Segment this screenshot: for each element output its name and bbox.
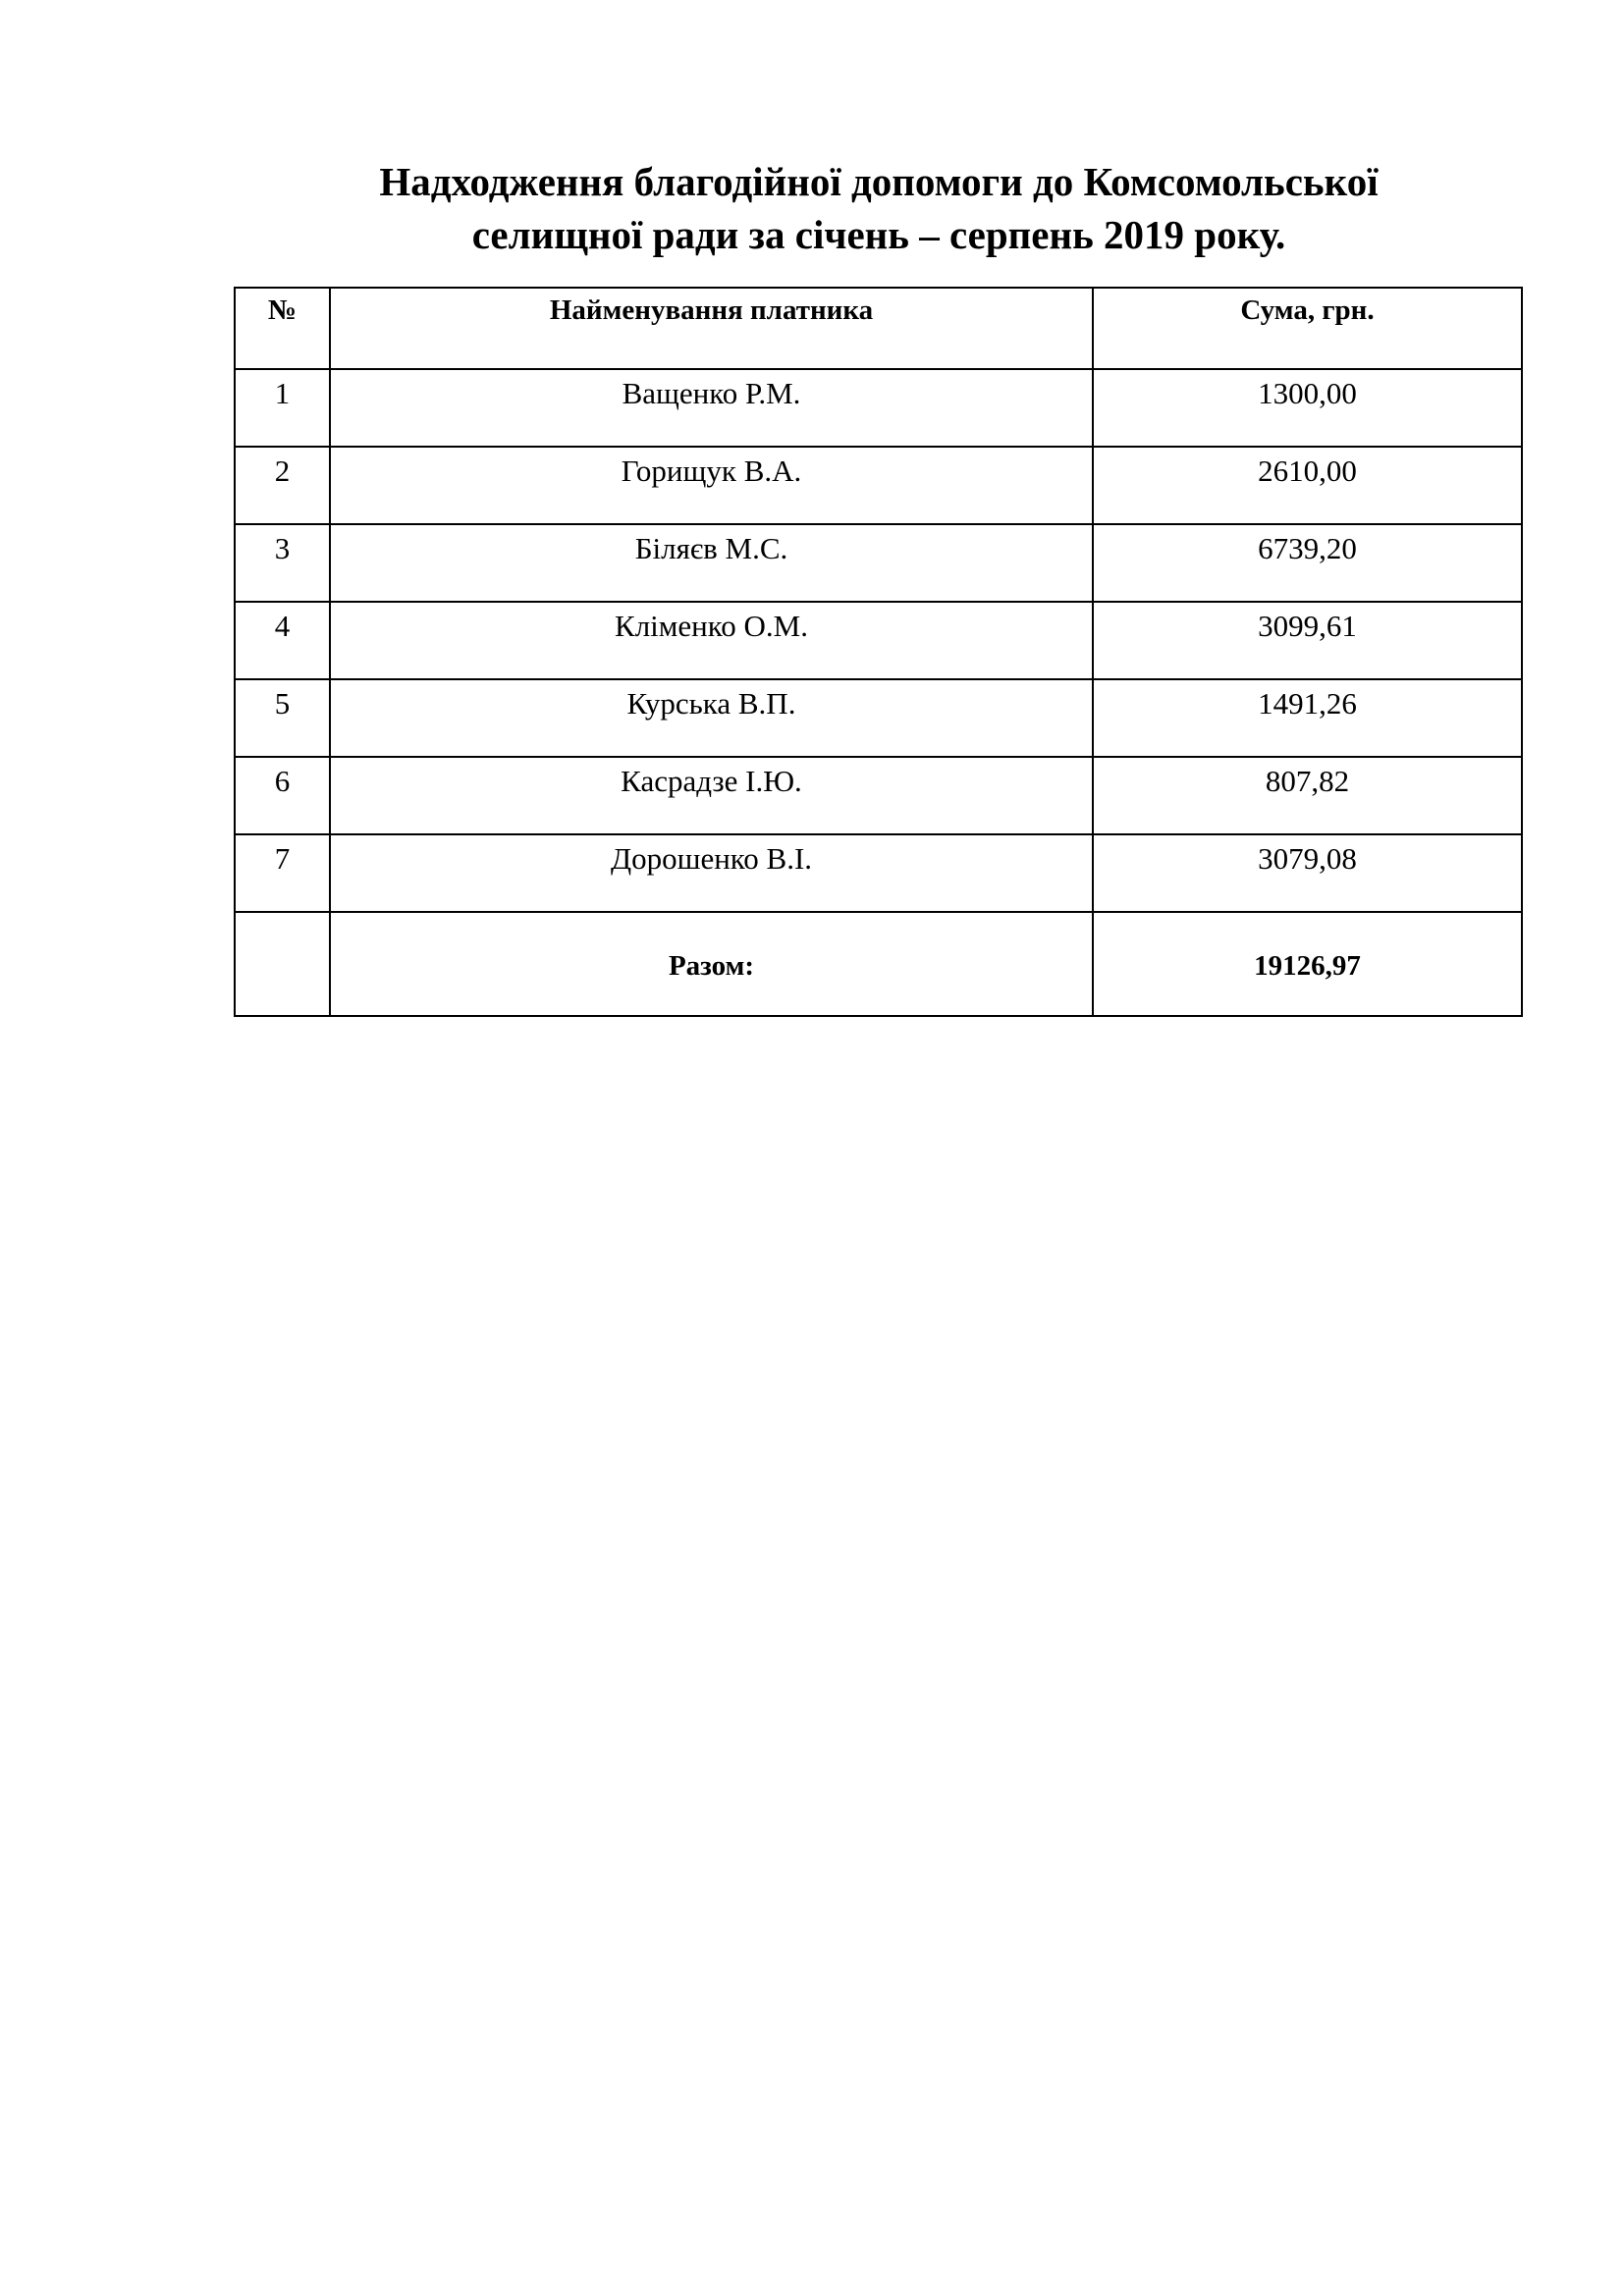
table-row [235, 757, 1522, 834]
table-row [235, 369, 1522, 447]
row-payer: Касрадзе І.Ю. [330, 757, 1093, 834]
total-label: Разом: [330, 912, 1093, 1016]
table-row [235, 602, 1522, 679]
total-amount: 19126,97 [1093, 912, 1522, 1016]
row-number: 3 [235, 524, 330, 602]
row-payer: Курська В.П. [330, 679, 1093, 757]
row-amount: 2610,00 [1093, 447, 1522, 524]
total-empty-cell [235, 912, 330, 1016]
row-payer: Кліменко О.М. [330, 602, 1093, 679]
row-number: 5 [235, 679, 330, 757]
table-row [235, 834, 1522, 912]
row-number: 4 [235, 602, 330, 679]
total-row [235, 912, 1522, 1016]
row-number: 1 [235, 369, 330, 447]
row-number: 2 [235, 447, 330, 524]
row-amount: 3099,61 [1093, 602, 1522, 679]
header-payer: Найменування платника [330, 288, 1093, 369]
row-number: 7 [235, 834, 330, 912]
document-title [0, 155, 1624, 261]
header-amount: Сума, грн. [1093, 288, 1522, 369]
header-number: № [235, 288, 330, 369]
row-number: 6 [235, 757, 330, 834]
payments-table [234, 287, 1523, 1017]
document-title-line-2: селищної ради за січень – серпень 2019 року. [471, 212, 1286, 257]
table-header-row [235, 288, 1522, 369]
document-title-line-1: Надходження благодійної допомоги до Комсомольської [379, 159, 1379, 204]
row-amount: 1491,26 [1093, 679, 1522, 757]
row-payer: Горищук В.А. [330, 447, 1093, 524]
table-row [235, 679, 1522, 757]
table-row [235, 524, 1522, 602]
row-amount: 807,82 [1093, 757, 1522, 834]
row-amount: 3079,08 [1093, 834, 1522, 912]
row-amount: 1300,00 [1093, 369, 1522, 447]
row-payer: Ващенко Р.М. [330, 369, 1093, 447]
table-row [235, 447, 1522, 524]
row-payer: Біляєв М.С. [330, 524, 1093, 602]
row-payer: Дорошенко В.І. [330, 834, 1093, 912]
row-amount: 6739,20 [1093, 524, 1522, 602]
